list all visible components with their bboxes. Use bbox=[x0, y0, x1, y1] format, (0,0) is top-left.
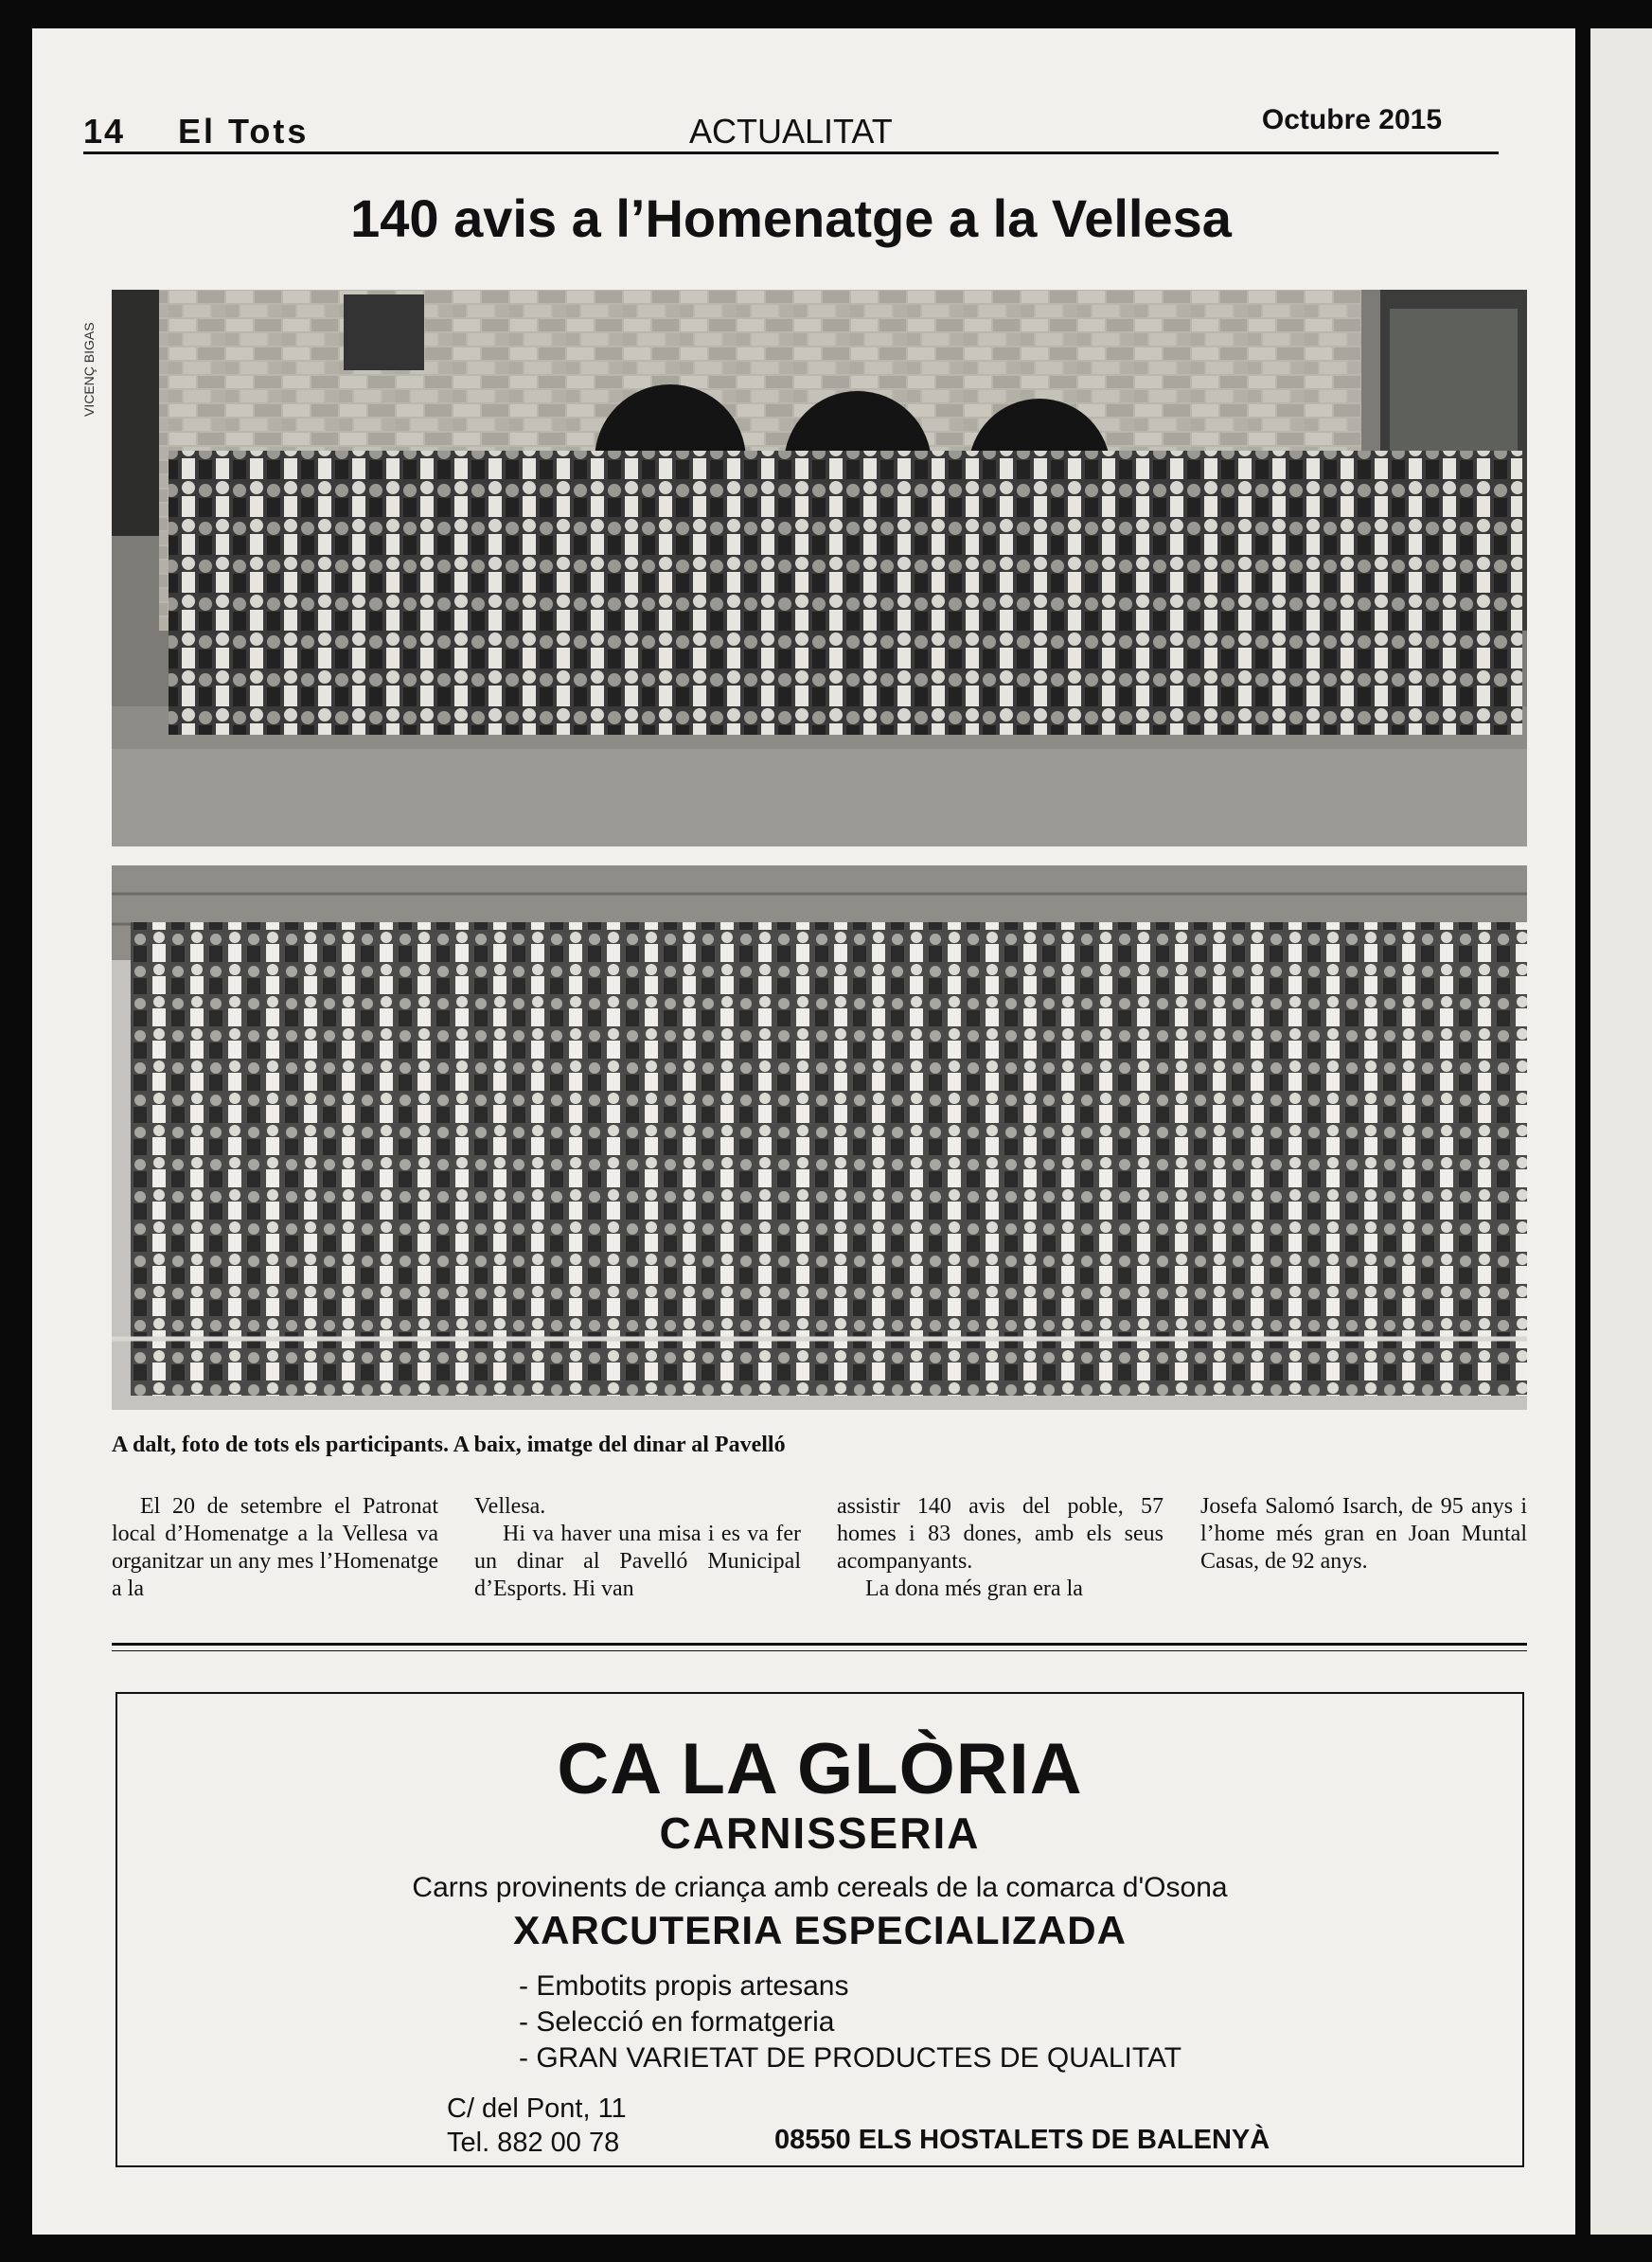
ad-contact bbox=[447, 2092, 627, 2160]
paragraph: El 20 de setembre el Patronat local d’Homenatge a la Vellesa va organitzar un any mes l’Homenatge a la bbox=[112, 1494, 438, 1601]
ad-phone: Tel. 882 00 78 bbox=[447, 2128, 620, 2158]
lunch-photo bbox=[112, 865, 1527, 1410]
ad-town: 08550 ELS HOSTALETS DE BALENYÀ bbox=[774, 2125, 1270, 2155]
ad-product-item: - Selecció en formatgeria bbox=[519, 2006, 835, 2038]
article-column-4 bbox=[1200, 1493, 1527, 1576]
page-header bbox=[83, 83, 1442, 159]
ad-separator-thin-rule bbox=[112, 1650, 1527, 1651]
paragraph: Hi va haver una misa i es va fer un dinar al Pavelló Municipal d’Esports. Hi van bbox=[474, 1522, 801, 1601]
ad-business-name: CA LA GLÒRIA bbox=[557, 1729, 1083, 1809]
ad-separator-rule bbox=[112, 1643, 1527, 1646]
ad-business-type: CARNISSERIA bbox=[659, 1808, 981, 1858]
article-column-3 bbox=[837, 1493, 1164, 1603]
article-column-2 bbox=[474, 1493, 801, 1603]
article-column-1 bbox=[112, 1493, 438, 1603]
ad-description: Carns provinents de criança amb cereals de la comarca d'Osona bbox=[412, 1872, 1228, 1903]
issue-date: Octubre 2015 bbox=[1261, 104, 1442, 135]
paragraph: Josefa Salomó Isarch, de 95 anys i l’home més gran en Joan Muntal Casas, de 92 anys. bbox=[1200, 1494, 1527, 1574]
section-name: ACTUALITAT bbox=[689, 112, 893, 151]
ad-address: C/ del Pont, 11 bbox=[447, 2093, 627, 2124]
paragraph: Vellesa. bbox=[474, 1494, 546, 1519]
paragraph: La dona més gran era la bbox=[865, 1576, 1083, 1601]
ad-product-item: - Embotits propis artesans bbox=[519, 1970, 849, 2002]
page-number: 14 bbox=[83, 112, 126, 151]
ad-product-item: - GRAN VARIETAT DE PRODUCTES DE QUALITAT bbox=[519, 2042, 1182, 2074]
article-title: 140 avis a l’Homenatge a la Vellesa bbox=[350, 188, 1232, 248]
photo-caption: A dalt, foto de tots els participants. A baix, imatge del dinar al Pavelló bbox=[112, 1433, 786, 1457]
adjacent-page-edge bbox=[1590, 28, 1652, 2235]
article-body bbox=[112, 1493, 1527, 1616]
butcher-advertisement bbox=[115, 1692, 1524, 2167]
group-photo bbox=[112, 290, 1527, 846]
paragraph: assistir 140 avis del poble, 57 homes i 83 dones, amb els seus acompanyants. bbox=[837, 1494, 1164, 1574]
publication-name: El Tots bbox=[178, 112, 310, 151]
ad-product-list bbox=[519, 1968, 1181, 2076]
header-rule bbox=[83, 151, 1499, 154]
photo-credit: VICENÇ BIGAS bbox=[81, 322, 97, 417]
ad-specialty: XARCUTERIA ESPECIALIZADA bbox=[513, 1908, 1127, 1952]
